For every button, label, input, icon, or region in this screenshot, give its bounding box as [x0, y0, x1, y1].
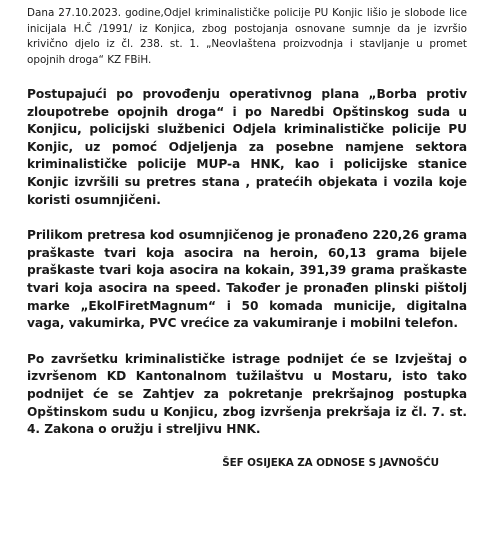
paragraph-further-proceedings: Po završetku kriminalističke istrage podnijet će se Izvještaj o izvršenom KD Kantonalnom tužilaštvu u Mostaru, isto tako podnijet će se Zahtjev za pokretanje prekršajnog postupka Opštinskom sudu u Konjicu, zbog izvršenja prekršaja iz čl. 7. st. 4. Zakona o oružju i streljivu HNK. — [27, 351, 467, 437]
paragraph-arrest-notice: Dana 27.10.2023. godine,Odjel kriminalističke policije PU Konjic lišio je slobode lice inicijala H.Č /1991/ iz Konjica, zbog postojanja osnovane sumnje da je izvršio krivično djelo iz čl. 238. st. 1. „Neovlaštena proizvodnja i stavljanje u promet opojnih droga“ KZ FBiH. — [27, 7, 467, 66]
press-release-document — [27, 6, 467, 469]
paragraph-search-operation: Postupajući po provođenju operativnog plana „Borba protiv zloupotrebe opojnih droga“ i po Naredbi Opštinskog suda u Konjicu, policijski službenici Odjela kriminalističke policije PU Konjic, uz pomoć Odjeljenja za posebne namjene sektora kriminalističke policije MUP-a HNK, kao i policijske stanice Konjic izvršili su pretres stana , pratećih objekata i vozila koje koristi osumnjičeni. — [27, 87, 467, 207]
paragraph-seized-items: Prilikom pretresa kod osumnjičenog je pronađeno 220,26 grama praškaste tvari koja asocira na heroin, 60,13 grama bijele praškaste tvari koja asocira na kokain, 391,39 grama praškaste tvari koja asocira na speed. Također je pronađen plinski pištolj marke „EkolFiretMagnum“ i 50 komada municije, digitalna vaga, vakumirka, PVC vrećice za vakumiranje i mobilni telefon. — [27, 228, 467, 331]
signature-line: ŠEF OSIJEKA ZA ODNOSE S JAVNOŠĆU — [222, 456, 439, 469]
